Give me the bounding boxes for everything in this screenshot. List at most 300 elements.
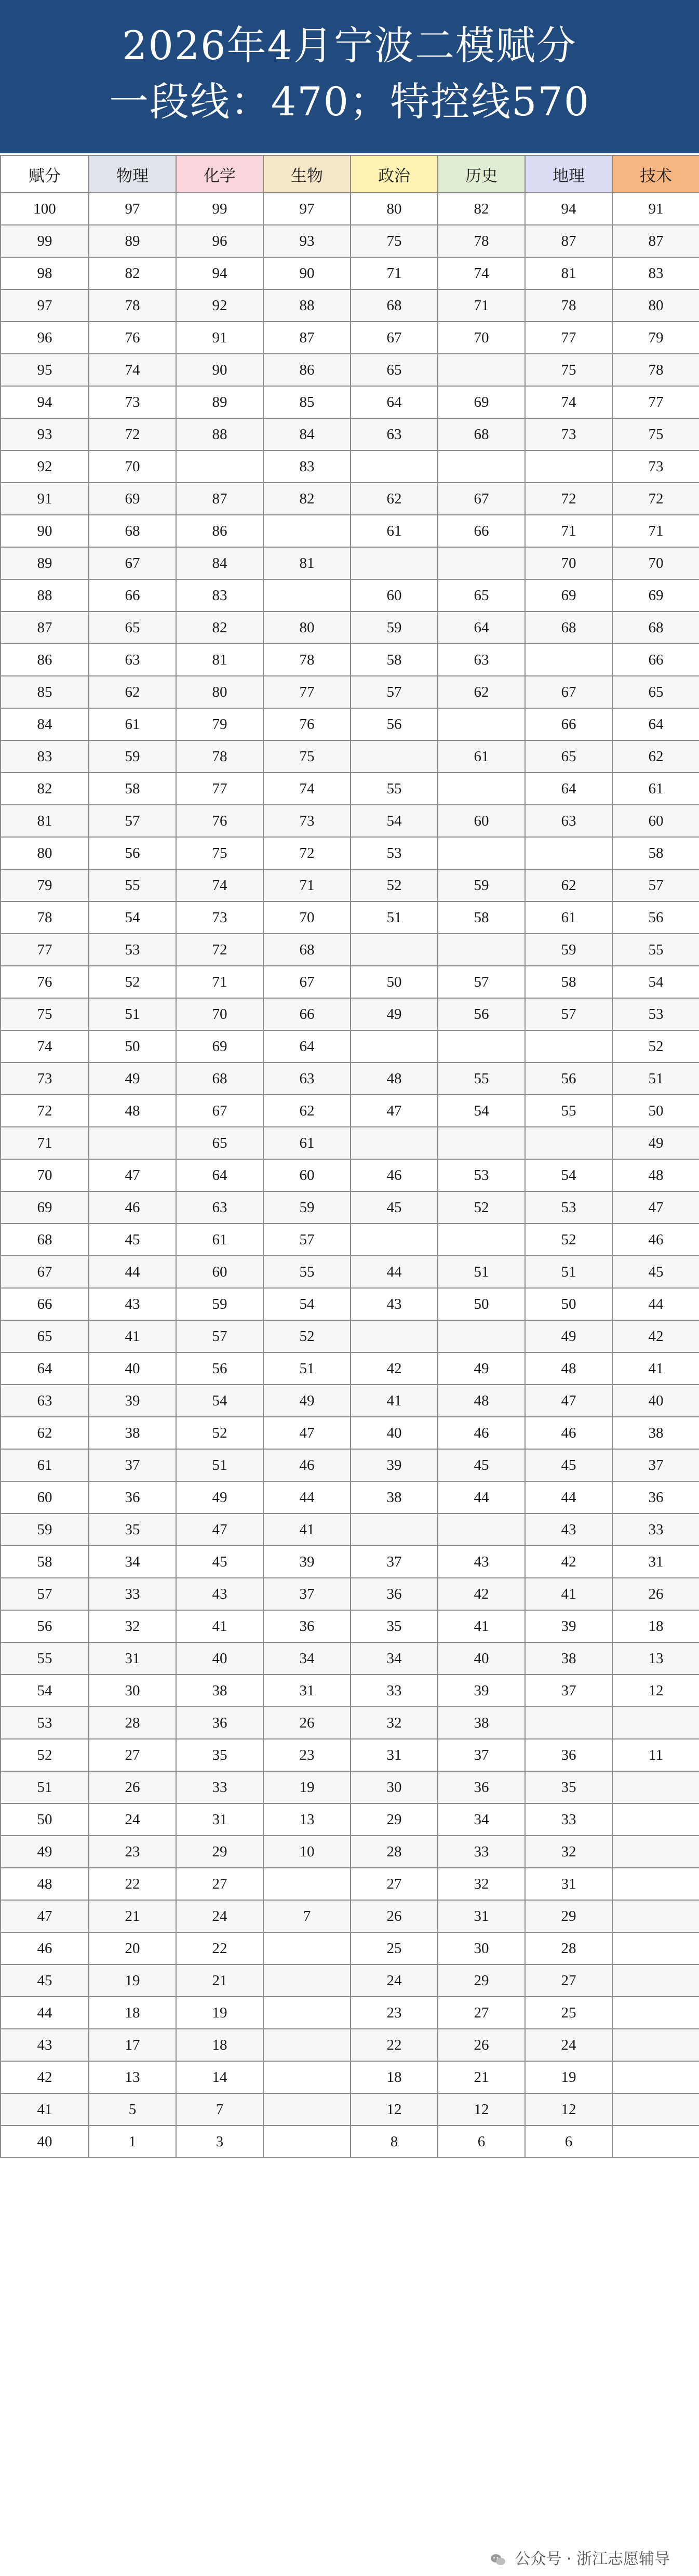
cell-technology: 53 <box>612 998 699 1030</box>
cell-biology: 88 <box>263 289 351 322</box>
cell-technology: 13 <box>612 1642 699 1675</box>
cell-chemistry: 40 <box>176 1642 263 1675</box>
cell-history <box>438 1513 525 1546</box>
cell-biology <box>263 2061 351 2093</box>
cell-physics: 26 <box>89 1771 176 1803</box>
cell-technology: 66 <box>612 644 699 676</box>
cell-geography: 69 <box>525 579 612 612</box>
column-header-biology: 生物 <box>263 155 351 193</box>
cell-history: 64 <box>438 612 525 644</box>
cell-geography: 41 <box>525 1578 612 1610</box>
cell-physics: 65 <box>89 612 176 644</box>
cell-score: 76 <box>1 966 89 998</box>
cell-chemistry: 60 <box>176 1256 263 1288</box>
cell-geography: 74 <box>525 386 612 418</box>
cell-physics: 89 <box>89 225 176 257</box>
cell-history: 82 <box>438 193 525 225</box>
cell-history: 69 <box>438 386 525 418</box>
cell-physics: 35 <box>89 1513 176 1546</box>
cell-chemistry: 45 <box>176 1546 263 1578</box>
cell-chemistry: 89 <box>176 386 263 418</box>
cell-geography: 61 <box>525 901 612 934</box>
cell-geography: 29 <box>525 1900 612 1932</box>
cell-geography: 72 <box>525 483 612 515</box>
cell-technology: 37 <box>612 1449 699 1481</box>
cell-history: 74 <box>438 257 525 289</box>
table-row <box>1 579 699 612</box>
cell-biology: 74 <box>263 773 351 805</box>
cell-geography <box>525 1127 612 1159</box>
cell-chemistry: 38 <box>176 1675 263 1707</box>
table-header-row <box>1 155 699 193</box>
cell-politics <box>351 740 438 773</box>
cell-history: 40 <box>438 1642 525 1675</box>
cell-technology: 62 <box>612 740 699 773</box>
table-row <box>1 418 699 450</box>
table-row <box>1 547 699 579</box>
cell-biology <box>263 2029 351 2061</box>
cell-history: 21 <box>438 2061 525 2093</box>
table-row <box>1 1417 699 1449</box>
cell-politics: 48 <box>351 1063 438 1095</box>
cell-physics: 48 <box>89 1095 176 1127</box>
cell-history: 63 <box>438 644 525 676</box>
cell-politics: 53 <box>351 837 438 869</box>
cell-biology <box>263 1997 351 2029</box>
cell-politics: 60 <box>351 579 438 612</box>
cell-biology: 49 <box>263 1385 351 1417</box>
cell-geography: 75 <box>525 354 612 386</box>
cell-geography: 25 <box>525 1997 612 2029</box>
cell-chemistry: 96 <box>176 225 263 257</box>
cell-geography: 31 <box>525 1868 612 1900</box>
cell-history: 51 <box>438 1256 525 1288</box>
cell-history: 52 <box>438 1191 525 1224</box>
cell-chemistry: 29 <box>176 1836 263 1868</box>
cell-technology: 79 <box>612 322 699 354</box>
cell-score: 87 <box>1 612 89 644</box>
cell-chemistry: 51 <box>176 1449 263 1481</box>
cell-technology <box>612 2029 699 2061</box>
cell-score: 46 <box>1 1932 89 1964</box>
cell-score: 95 <box>1 354 89 386</box>
cell-chemistry: 21 <box>176 1964 263 1997</box>
cell-biology: 57 <box>263 1224 351 1256</box>
cell-technology: 60 <box>612 805 699 837</box>
cell-chemistry: 83 <box>176 579 263 612</box>
cell-technology: 56 <box>612 901 699 934</box>
cell-biology: 54 <box>263 1288 351 1320</box>
cell-politics: 31 <box>351 1739 438 1771</box>
cell-biology: 51 <box>263 1352 351 1385</box>
cell-geography: 52 <box>525 1224 612 1256</box>
cell-physics: 53 <box>89 934 176 966</box>
cell-chemistry: 31 <box>176 1803 263 1836</box>
cell-technology: 18 <box>612 1610 699 1642</box>
cell-score: 41 <box>1 2093 89 2126</box>
cell-chemistry: 59 <box>176 1288 263 1320</box>
cell-geography: 71 <box>525 515 612 547</box>
cell-chemistry: 49 <box>176 1481 263 1513</box>
table-row <box>1 1803 699 1836</box>
cell-chemistry: 27 <box>176 1868 263 1900</box>
column-header-history: 历史 <box>438 155 525 193</box>
table-row <box>1 1385 699 1417</box>
cell-technology: 41 <box>612 1352 699 1385</box>
cell-biology: 37 <box>263 1578 351 1610</box>
cell-technology: 71 <box>612 515 699 547</box>
cell-chemistry: 63 <box>176 1191 263 1224</box>
cell-politics <box>351 1030 438 1063</box>
cell-biology <box>263 579 351 612</box>
cell-history: 68 <box>438 418 525 450</box>
cell-geography: 53 <box>525 1191 612 1224</box>
cell-history: 67 <box>438 483 525 515</box>
cell-geography: 27 <box>525 1964 612 1997</box>
cell-politics: 49 <box>351 998 438 1030</box>
cell-geography: 24 <box>525 2029 612 2061</box>
cell-physics: 67 <box>89 547 176 579</box>
cell-politics: 40 <box>351 1417 438 1449</box>
cell-geography: 37 <box>525 1675 612 1707</box>
table-row <box>1 1964 699 1997</box>
cell-technology: 42 <box>612 1320 699 1352</box>
cell-technology: 11 <box>612 1739 699 1771</box>
cell-politics: 36 <box>351 1578 438 1610</box>
cell-geography <box>525 837 612 869</box>
cell-history: 60 <box>438 805 525 837</box>
cell-biology: 82 <box>263 483 351 515</box>
cell-biology: 61 <box>263 1127 351 1159</box>
cell-politics: 54 <box>351 805 438 837</box>
cell-geography: 45 <box>525 1449 612 1481</box>
cell-geography: 35 <box>525 1771 612 1803</box>
cell-biology: 70 <box>263 901 351 934</box>
cell-physics: 38 <box>89 1417 176 1449</box>
cell-geography <box>525 1030 612 1063</box>
table-row <box>1 2029 699 2061</box>
cell-politics: 62 <box>351 483 438 515</box>
cell-technology: 50 <box>612 1095 699 1127</box>
cell-geography: 19 <box>525 2061 612 2093</box>
cell-score: 50 <box>1 1803 89 1836</box>
cell-physics: 49 <box>89 1063 176 1095</box>
cell-physics: 78 <box>89 289 176 322</box>
cell-score: 55 <box>1 1642 89 1675</box>
cell-history <box>438 837 525 869</box>
cell-technology <box>612 1803 699 1836</box>
table-row <box>1 2126 699 2158</box>
table-row <box>1 805 699 837</box>
table-row <box>1 837 699 869</box>
cell-chemistry: 52 <box>176 1417 263 1449</box>
table-row <box>1 1159 699 1191</box>
cell-geography: 44 <box>525 1481 612 1513</box>
cell-chemistry: 43 <box>176 1578 263 1610</box>
table-row <box>1 1739 699 1771</box>
cell-history: 65 <box>438 579 525 612</box>
table-row <box>1 1900 699 1932</box>
cell-technology: 44 <box>612 1288 699 1320</box>
table-row <box>1 1191 699 1224</box>
cell-technology: 51 <box>612 1063 699 1095</box>
cell-score: 70 <box>1 1159 89 1191</box>
table-row <box>1 998 699 1030</box>
cell-geography <box>525 1707 612 1739</box>
cell-score: 80 <box>1 837 89 869</box>
cell-chemistry: 80 <box>176 676 263 708</box>
cell-politics: 55 <box>351 773 438 805</box>
page-title: 2026年4月宁波二模赋分 <box>122 22 577 69</box>
cell-politics: 51 <box>351 901 438 934</box>
cell-technology <box>612 2061 699 2093</box>
cell-score: 85 <box>1 676 89 708</box>
cell-physics: 56 <box>89 837 176 869</box>
cell-geography: 66 <box>525 708 612 740</box>
cell-history: 71 <box>438 289 525 322</box>
cell-chemistry: 3 <box>176 2126 263 2158</box>
cell-score: 74 <box>1 1030 89 1063</box>
cell-history: 33 <box>438 1836 525 1868</box>
cell-chemistry: 76 <box>176 805 263 837</box>
cell-geography: 46 <box>525 1417 612 1449</box>
cell-chemistry: 35 <box>176 1739 263 1771</box>
table-row <box>1 450 699 483</box>
cell-physics: 5 <box>89 2093 176 2126</box>
table-body <box>1 193 699 2158</box>
cell-score: 71 <box>1 1127 89 1159</box>
cell-score: 69 <box>1 1191 89 1224</box>
cell-physics: 55 <box>89 869 176 901</box>
table-row <box>1 966 699 998</box>
column-header-physics: 物理 <box>89 155 176 193</box>
cell-score: 90 <box>1 515 89 547</box>
cell-physics: 1 <box>89 2126 176 2158</box>
cell-history: 45 <box>438 1449 525 1481</box>
cell-score: 47 <box>1 1900 89 1932</box>
cell-physics: 68 <box>89 515 176 547</box>
cell-politics: 43 <box>351 1288 438 1320</box>
cell-chemistry: 64 <box>176 1159 263 1191</box>
cell-biology: 97 <box>263 193 351 225</box>
cell-technology: 57 <box>612 869 699 901</box>
cell-chemistry: 7 <box>176 2093 263 2126</box>
cell-physics: 41 <box>89 1320 176 1352</box>
cell-geography: 77 <box>525 322 612 354</box>
cell-biology <box>263 1932 351 1964</box>
cell-physics: 46 <box>89 1191 176 1224</box>
cell-biology: 47 <box>263 1417 351 1449</box>
cell-technology: 72 <box>612 483 699 515</box>
column-header-politics: 政治 <box>351 155 438 193</box>
cell-score: 92 <box>1 450 89 483</box>
cell-physics: 51 <box>89 998 176 1030</box>
cell-technology: 77 <box>612 386 699 418</box>
cell-history <box>438 934 525 966</box>
cell-score: 81 <box>1 805 89 837</box>
table-row <box>1 901 699 934</box>
cell-physics: 59 <box>89 740 176 773</box>
cell-biology <box>263 515 351 547</box>
cell-physics: 17 <box>89 2029 176 2061</box>
cell-physics: 21 <box>89 1900 176 1932</box>
cell-physics <box>89 1127 176 1159</box>
cell-history: 6 <box>438 2126 525 2158</box>
table-row <box>1 2061 699 2093</box>
table-row <box>1 1868 699 1900</box>
cell-physics: 73 <box>89 386 176 418</box>
cell-history <box>438 773 525 805</box>
cell-biology <box>263 2093 351 2126</box>
cell-score: 52 <box>1 1739 89 1771</box>
cell-technology: 80 <box>612 289 699 322</box>
table-row <box>1 1063 699 1095</box>
column-header-technology: 技术 <box>612 155 699 193</box>
cell-physics: 18 <box>89 1997 176 2029</box>
cell-geography: 58 <box>525 966 612 998</box>
cell-history: 57 <box>438 966 525 998</box>
cell-chemistry: 79 <box>176 708 263 740</box>
cell-politics: 65 <box>351 354 438 386</box>
cell-score: 78 <box>1 901 89 934</box>
cell-chemistry: 67 <box>176 1095 263 1127</box>
table-row <box>1 934 699 966</box>
cell-geography: 94 <box>525 193 612 225</box>
table-row <box>1 1095 699 1127</box>
cell-biology: 10 <box>263 1836 351 1868</box>
cell-physics: 72 <box>89 418 176 450</box>
cell-chemistry: 74 <box>176 869 263 901</box>
cell-technology: 26 <box>612 1578 699 1610</box>
cell-politics <box>351 1513 438 1546</box>
cell-history: 59 <box>438 869 525 901</box>
cell-biology: 93 <box>263 225 351 257</box>
cell-score: 79 <box>1 869 89 901</box>
cell-politics: 39 <box>351 1449 438 1481</box>
cell-score: 62 <box>1 1417 89 1449</box>
cell-history: 31 <box>438 1900 525 1932</box>
cell-politics: 58 <box>351 644 438 676</box>
cell-politics: 67 <box>351 322 438 354</box>
cell-politics: 64 <box>351 386 438 418</box>
cell-biology: 85 <box>263 386 351 418</box>
cell-history <box>438 450 525 483</box>
cell-geography: 55 <box>525 1095 612 1127</box>
cell-biology: 55 <box>263 1256 351 1288</box>
cell-politics: 27 <box>351 1868 438 1900</box>
cell-politics <box>351 547 438 579</box>
cell-geography: 32 <box>525 1836 612 1868</box>
cell-chemistry: 69 <box>176 1030 263 1063</box>
cell-politics: 45 <box>351 1191 438 1224</box>
cell-chemistry: 73 <box>176 901 263 934</box>
cell-geography: 42 <box>525 1546 612 1578</box>
title-banner <box>0 0 699 153</box>
cell-biology: 31 <box>263 1675 351 1707</box>
cell-physics: 70 <box>89 450 176 483</box>
cell-physics: 44 <box>89 1256 176 1288</box>
cell-physics: 97 <box>89 193 176 225</box>
cell-politics: 59 <box>351 612 438 644</box>
cell-technology <box>612 1932 699 1964</box>
cell-politics: 37 <box>351 1546 438 1578</box>
cell-technology: 75 <box>612 418 699 450</box>
cell-chemistry <box>176 450 263 483</box>
cell-technology: 12 <box>612 1675 699 1707</box>
cell-score: 77 <box>1 934 89 966</box>
cell-score: 94 <box>1 386 89 418</box>
cell-chemistry: 82 <box>176 612 263 644</box>
cell-biology: 90 <box>263 257 351 289</box>
cell-score: 66 <box>1 1288 89 1320</box>
cell-history: 66 <box>438 515 525 547</box>
cell-technology <box>612 1900 699 1932</box>
cell-chemistry: 41 <box>176 1610 263 1642</box>
cell-biology: 63 <box>263 1063 351 1095</box>
cell-chemistry: 54 <box>176 1385 263 1417</box>
cell-politics: 18 <box>351 2061 438 2093</box>
cell-biology: 59 <box>263 1191 351 1224</box>
table-row <box>1 1932 699 1964</box>
cell-geography: 43 <box>525 1513 612 1546</box>
cell-geography: 33 <box>525 1803 612 1836</box>
cell-politics: 34 <box>351 1642 438 1675</box>
cell-score: 53 <box>1 1707 89 1739</box>
cell-politics <box>351 1127 438 1159</box>
cell-history: 56 <box>438 998 525 1030</box>
cell-physics: 69 <box>89 483 176 515</box>
table-row <box>1 1449 699 1481</box>
table-row <box>1 2093 699 2126</box>
cell-technology: 45 <box>612 1256 699 1288</box>
cell-physics: 43 <box>89 1288 176 1320</box>
cell-technology <box>612 1964 699 1997</box>
cell-history: 50 <box>438 1288 525 1320</box>
cell-politics: 52 <box>351 869 438 901</box>
cell-chemistry: 77 <box>176 773 263 805</box>
cell-history: 29 <box>438 1964 525 1997</box>
table-row <box>1 483 699 515</box>
cell-politics <box>351 934 438 966</box>
cell-physics: 58 <box>89 773 176 805</box>
cell-history: 39 <box>438 1675 525 1707</box>
cell-physics: 20 <box>89 1932 176 1964</box>
cell-chemistry: 81 <box>176 644 263 676</box>
cell-biology: 19 <box>263 1771 351 1803</box>
cell-physics: 33 <box>89 1578 176 1610</box>
table-row <box>1 1256 699 1288</box>
cell-chemistry: 92 <box>176 289 263 322</box>
cell-score: 93 <box>1 418 89 450</box>
cell-score: 48 <box>1 1868 89 1900</box>
cell-politics: 42 <box>351 1352 438 1385</box>
cell-biology: 41 <box>263 1513 351 1546</box>
cell-history: 70 <box>438 322 525 354</box>
cell-physics: 37 <box>89 1449 176 1481</box>
cell-technology: 73 <box>612 450 699 483</box>
cell-biology: 46 <box>263 1449 351 1481</box>
cell-chemistry: 68 <box>176 1063 263 1095</box>
cell-score: 82 <box>1 773 89 805</box>
cell-politics: 68 <box>351 289 438 322</box>
cell-politics <box>351 450 438 483</box>
cell-chemistry: 14 <box>176 2061 263 2093</box>
column-header-score: 赋分 <box>1 155 89 193</box>
cell-technology: 49 <box>612 1127 699 1159</box>
cell-score: 45 <box>1 1964 89 1997</box>
cell-biology: 64 <box>263 1030 351 1063</box>
cell-politics: 71 <box>351 257 438 289</box>
